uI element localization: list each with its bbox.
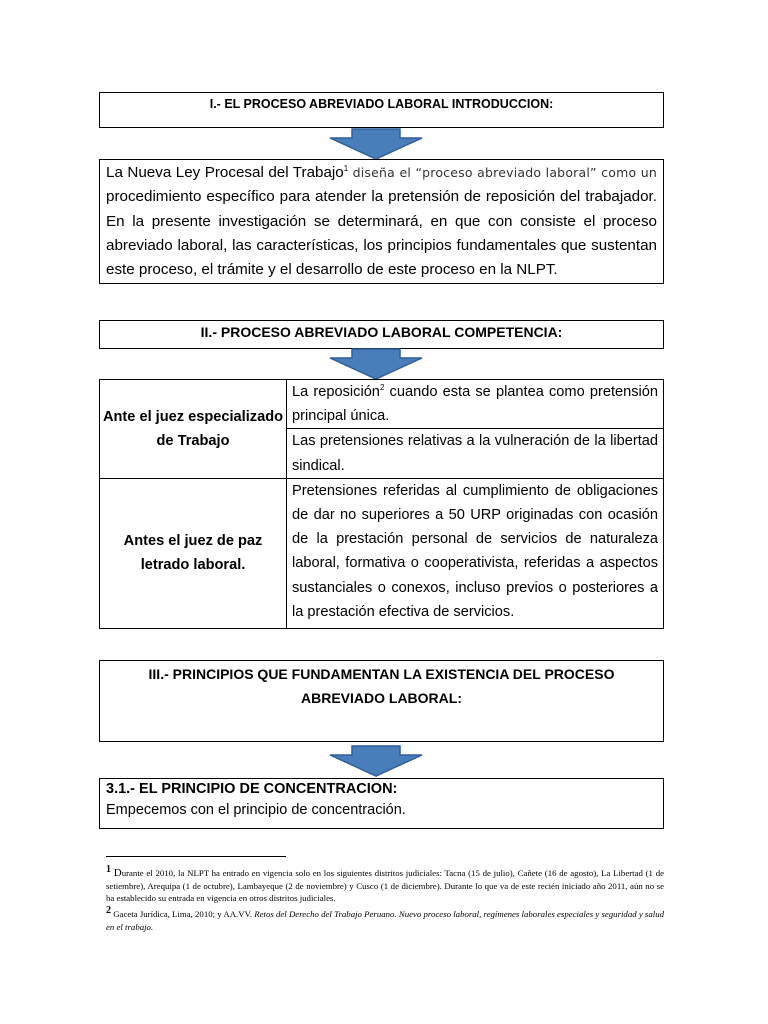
table-cell [287,380,664,429]
footnote-ref-2[interactable]: 2 [379,383,385,393]
table-cell: Pretensiones referidas al cumplimiento de obligaciones de dar no superiores a 50 URP originadas con ocasión de la prestación personal de servicios de naturaleza laboral, formativa o cooperativista, referidas a aspectos sustanciales o conexos, incluso previos o posteriores a la prestación efectiva de servicios. [287,478,664,628]
section-2-heading: II.- PROCESO ABREVIADO LABORAL COMPETENCIA: [200,324,563,340]
cell-text: La reposición [292,384,380,400]
section-3-1-box [99,778,664,829]
table-row [100,380,664,429]
section-1-heading-box [99,92,664,128]
intro-text-3: procedimiento específico para atender la pretensión de reposición del trabajador. En la presente investigación se determinará, en que con consiste el proceso abreviado laboral, las características, los principios fundamentales que sustentan este proceso, el trámite y el desarrollo de este proceso en la NLPT. [106,188,657,279]
section-2-heading-box [99,320,664,349]
court-specialized-cell: Ante el juez especializado de Trabajo [100,380,287,479]
footnote-text: urante el 2010, la NLPT ha entrado en vigencia solo en los siguientes distritos judiciales: Tacna (15 de julio), Cañete (16 de agosto), La Libertad (1 de setiembre), Arequipa (1 de octubre), Lambayeque (2 de noviembre) y Cusco (1 de diciembre). Durante lo que va de este recién iniciado año 2011, aún no se ha establecido su entrada en vigencia en otros distritos judiciales. [106,867,664,904]
section-3-heading: III.- PRINCIPIOS QUE FUNDAMENTAN LA EXISTENCIA DEL PROCESO ABREVIADO LABORAL: [148,666,615,706]
footnote-2 [106,905,664,933]
footnote-number: 2 [106,905,111,916]
footnote-text: Gaceta Jurídica, Lima, 2010; y AA.VV. [111,908,255,919]
footnote-ref-1[interactable]: 1 [343,163,349,173]
footnote-number: 1 [106,864,111,875]
section-3-1-heading: 3.1.- EL PRINCIPIO DE CONCENTRACION: [106,781,398,797]
footnote-title: Retos del Derecho del Trabajo Peruano. Nuevo proceso laboral, regímenes laborales especiales y seguridad y salud en el trabajo. [106,908,664,932]
intro-text-2: diseña el “proceso abreviado laboral” como un [348,165,657,180]
footnote-divider [106,856,286,857]
down-arrow-icon [328,128,424,160]
down-arrow-icon [328,348,424,380]
intro-text-1: La Nueva Ley Procesal del Trabajo [106,164,344,181]
table-cell: Las pretensiones relativas a la vulneración de la libertad sindical. [287,429,664,478]
table-row [100,478,664,628]
competence-table [99,379,664,629]
down-arrow-icon [328,745,424,777]
section-3-heading-box [99,660,664,742]
section-3-1-text: Empecemos con el principio de concentración. [106,802,406,818]
intro-box [99,159,664,284]
section-1-heading: I.- EL PROCESO ABREVIADO LABORAL INTRODUCCION: [209,97,554,111]
court-peace-cell: Antes el juez de paz letrado laboral. [100,478,287,628]
footnote-initial: D [113,866,122,879]
intro-paragraph [100,160,663,283]
cell-text: cuando esta se plantea como pretensión principal única. [292,384,659,425]
footnote-1 [106,864,664,905]
